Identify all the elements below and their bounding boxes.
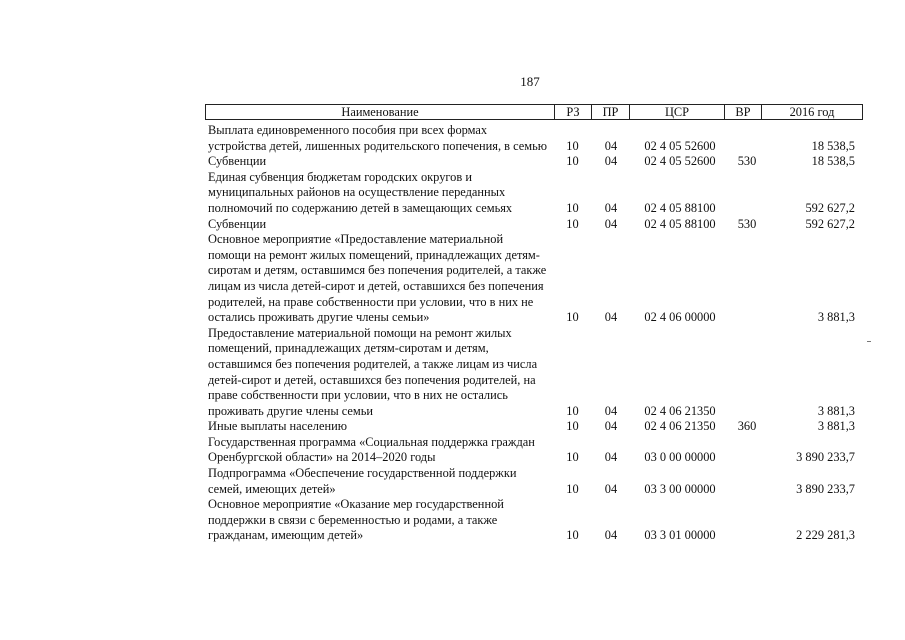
row-rz: 10	[566, 481, 579, 496]
table-row	[205, 497, 863, 544]
row-vr: 360	[737, 419, 757, 434]
table-row	[205, 170, 863, 217]
table-row	[205, 326, 863, 420]
table-row	[205, 419, 863, 435]
table-row	[205, 154, 863, 170]
row-amount: 18 538,5	[811, 154, 855, 169]
header-year: 2016 год	[789, 105, 835, 119]
row-rz: 10	[566, 403, 579, 418]
row-csr: 03 3 00 00000	[644, 481, 716, 496]
row-name: Основное мероприятие «Предоставление материальной помощи на ремонт жилых помещений, принадлежащих детям-сиротам и детям, оставшимся без попечения родителей, а также лицам из числа детей-сирот и детей, оставшихся без попечения родителей, на праве собственности при условии, что в них не остались проживать другие члены семьи»	[208, 232, 547, 325]
row-vr: 530	[737, 154, 757, 169]
row-vr: 530	[737, 216, 757, 231]
row-amount: 3 890 233,7	[796, 450, 855, 465]
row-pr: 04	[604, 138, 618, 153]
row-name: Выплата единовременного пособия при всех формах устройства детей, лишенных родительского попечения, в семью	[208, 123, 548, 153]
row-rz: 10	[566, 216, 579, 231]
row-name: Предоставление материальной помощи на ремонт жилых помещений, принадлежащих детям-сиротам и детям, оставшимся без попечения родителей, а также лицам из числа детей-сирот и детей, оставшихся без попечения родителей, на праве собственности при условии, что в них не остались проживать другие члены семьи	[208, 325, 538, 418]
scan-mark	[867, 341, 871, 342]
budget-table	[205, 104, 863, 544]
row-pr: 04	[604, 481, 618, 496]
table-row	[205, 466, 863, 497]
row-rz: 10	[566, 528, 579, 543]
table-header	[205, 104, 863, 120]
table-row	[205, 232, 863, 326]
row-name: Подпрограмма «Обеспечение государственной поддержки семей, имеющих детей»	[208, 466, 517, 496]
row-amount: 592 627,2	[805, 216, 855, 231]
row-amount: 592 627,2	[805, 200, 855, 215]
row-csr: 02 4 06 00000	[644, 310, 716, 325]
row-name: Единая субвенция бюджетам городских округов и муниципальных районов на осуществление переданных полномочий по содержанию детей в замещающих семьях	[208, 169, 513, 215]
table-row	[205, 435, 863, 466]
header-csr: ЦСР	[630, 105, 725, 119]
row-pr: 04	[604, 216, 618, 231]
row-pr: 04	[604, 200, 618, 215]
row-amount: 3 881,3	[817, 403, 855, 418]
page-number: 187	[520, 74, 540, 89]
row-csr: 02 4 05 88100	[644, 216, 716, 231]
row-name: Основное мероприятие «Оказание мер государственной поддержки в связи с беременностью и родами, а также гражданам, имеющим детей»	[208, 497, 504, 543]
row-csr: 03 0 00 00000	[644, 450, 716, 465]
row-amount: 3 890 233,7	[796, 481, 855, 496]
table-body	[205, 123, 863, 544]
row-csr: 03 3 01 00000	[644, 528, 716, 543]
row-rz: 10	[566, 450, 579, 465]
row-amount: 18 538,5	[811, 138, 855, 153]
row-pr: 04	[604, 403, 618, 418]
row-pr: 04	[604, 310, 618, 325]
row-csr: 02 4 06 21350	[644, 419, 716, 434]
row-csr: 02 4 05 52600	[644, 138, 716, 153]
header-name: Наименование	[206, 105, 555, 119]
row-rz: 10	[566, 200, 579, 215]
row-csr: 02 4 05 52600	[644, 154, 716, 169]
row-amount: 2 229 281,3	[796, 528, 855, 543]
header-rz: РЗ	[555, 105, 592, 119]
row-name: Государственная программа «Социальная поддержка граждан Оренбургской области» на 2014–2020 годы	[208, 434, 535, 465]
row-rz: 10	[566, 154, 579, 169]
row-csr: 02 4 06 21350	[644, 403, 716, 418]
header-pr: ПР	[592, 105, 630, 119]
row-rz: 10	[566, 138, 579, 153]
row-csr: 02 4 05 88100	[644, 200, 716, 215]
table-row	[205, 217, 863, 233]
row-rz: 10	[566, 419, 579, 434]
row-rz: 10	[566, 310, 579, 325]
header-vr: ВР	[725, 105, 762, 119]
row-name: Иные выплаты населению	[208, 419, 347, 434]
row-name: Субвенции	[208, 216, 267, 231]
row-amount: 3 881,3	[817, 419, 855, 434]
row-pr: 04	[604, 450, 618, 465]
row-amount: 3 881,3	[817, 310, 855, 325]
row-name: Субвенции	[208, 154, 267, 169]
row-pr: 04	[604, 154, 618, 169]
row-pr: 04	[604, 528, 618, 543]
table-row	[205, 123, 863, 154]
row-pr: 04	[604, 419, 618, 434]
